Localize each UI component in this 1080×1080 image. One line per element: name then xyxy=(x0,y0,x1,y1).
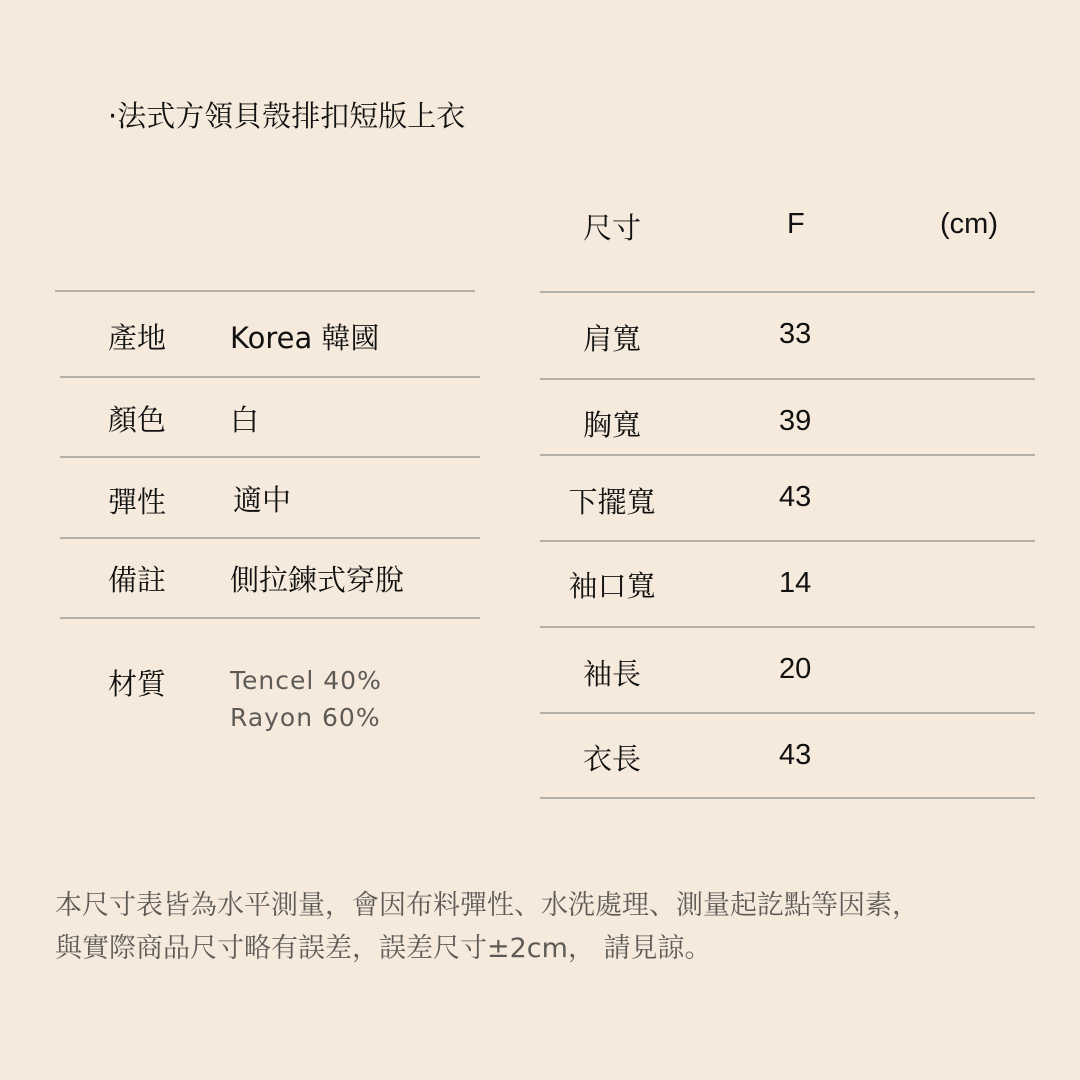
divider xyxy=(540,378,1035,380)
divider xyxy=(540,291,1035,293)
size-row-value: 14 xyxy=(779,567,812,599)
size-row-name: 衣長 xyxy=(582,742,641,776)
info-value-color: 白 xyxy=(230,403,260,437)
divider xyxy=(55,290,475,292)
size-row-value: 39 xyxy=(779,405,812,437)
divider xyxy=(60,456,480,458)
size-row-value: 43 xyxy=(779,739,812,771)
size-header-f: F xyxy=(787,208,805,240)
divider xyxy=(60,376,480,378)
divider xyxy=(60,537,480,539)
size-row-name: 下擺寬 xyxy=(568,485,656,519)
size-row-value: 43 xyxy=(779,481,812,513)
material-line: Tencel 40% xyxy=(230,666,382,695)
size-row-value: 33 xyxy=(779,318,812,350)
material-line: Rayon 60% xyxy=(230,703,381,732)
divider xyxy=(540,626,1035,628)
size-row-value: 20 xyxy=(779,653,812,685)
info-value-remark: 側拉鍊式穿脫 xyxy=(230,563,405,597)
divider xyxy=(540,454,1035,456)
info-label-origin: 產地 xyxy=(108,321,167,355)
material-label: 材質 xyxy=(108,667,167,701)
note-line: 與實際商品尺寸略有誤差，誤差尺寸±2cm， 請見諒。 xyxy=(55,933,712,964)
info-label-color: 顏色 xyxy=(108,403,167,437)
size-row-name: 胸寬 xyxy=(582,408,641,442)
unit-label: (cm) xyxy=(940,208,998,240)
note-line: 本尺寸表皆為水平測量，會因布料彈性、水洗處理、測量起訖點等因素， xyxy=(55,890,919,921)
size-row-name: 肩寬 xyxy=(582,322,641,356)
info-value-origin: Korea 韓國 xyxy=(230,321,380,355)
size-row-name: 袖口寬 xyxy=(568,569,656,603)
info-label-elasticity: 彈性 xyxy=(108,485,167,519)
divider xyxy=(540,712,1035,714)
info-label-remark: 備註 xyxy=(108,563,167,597)
size-header-label: 尺寸 xyxy=(582,211,641,245)
info-value-elasticity: 適中 xyxy=(233,483,292,517)
product-title: ·法式方領貝殼排扣短版上衣 xyxy=(108,99,466,133)
divider xyxy=(60,617,480,619)
divider xyxy=(540,797,1035,799)
size-row-name: 袖長 xyxy=(582,657,641,691)
measurement-note xyxy=(55,884,919,970)
divider xyxy=(540,540,1035,542)
